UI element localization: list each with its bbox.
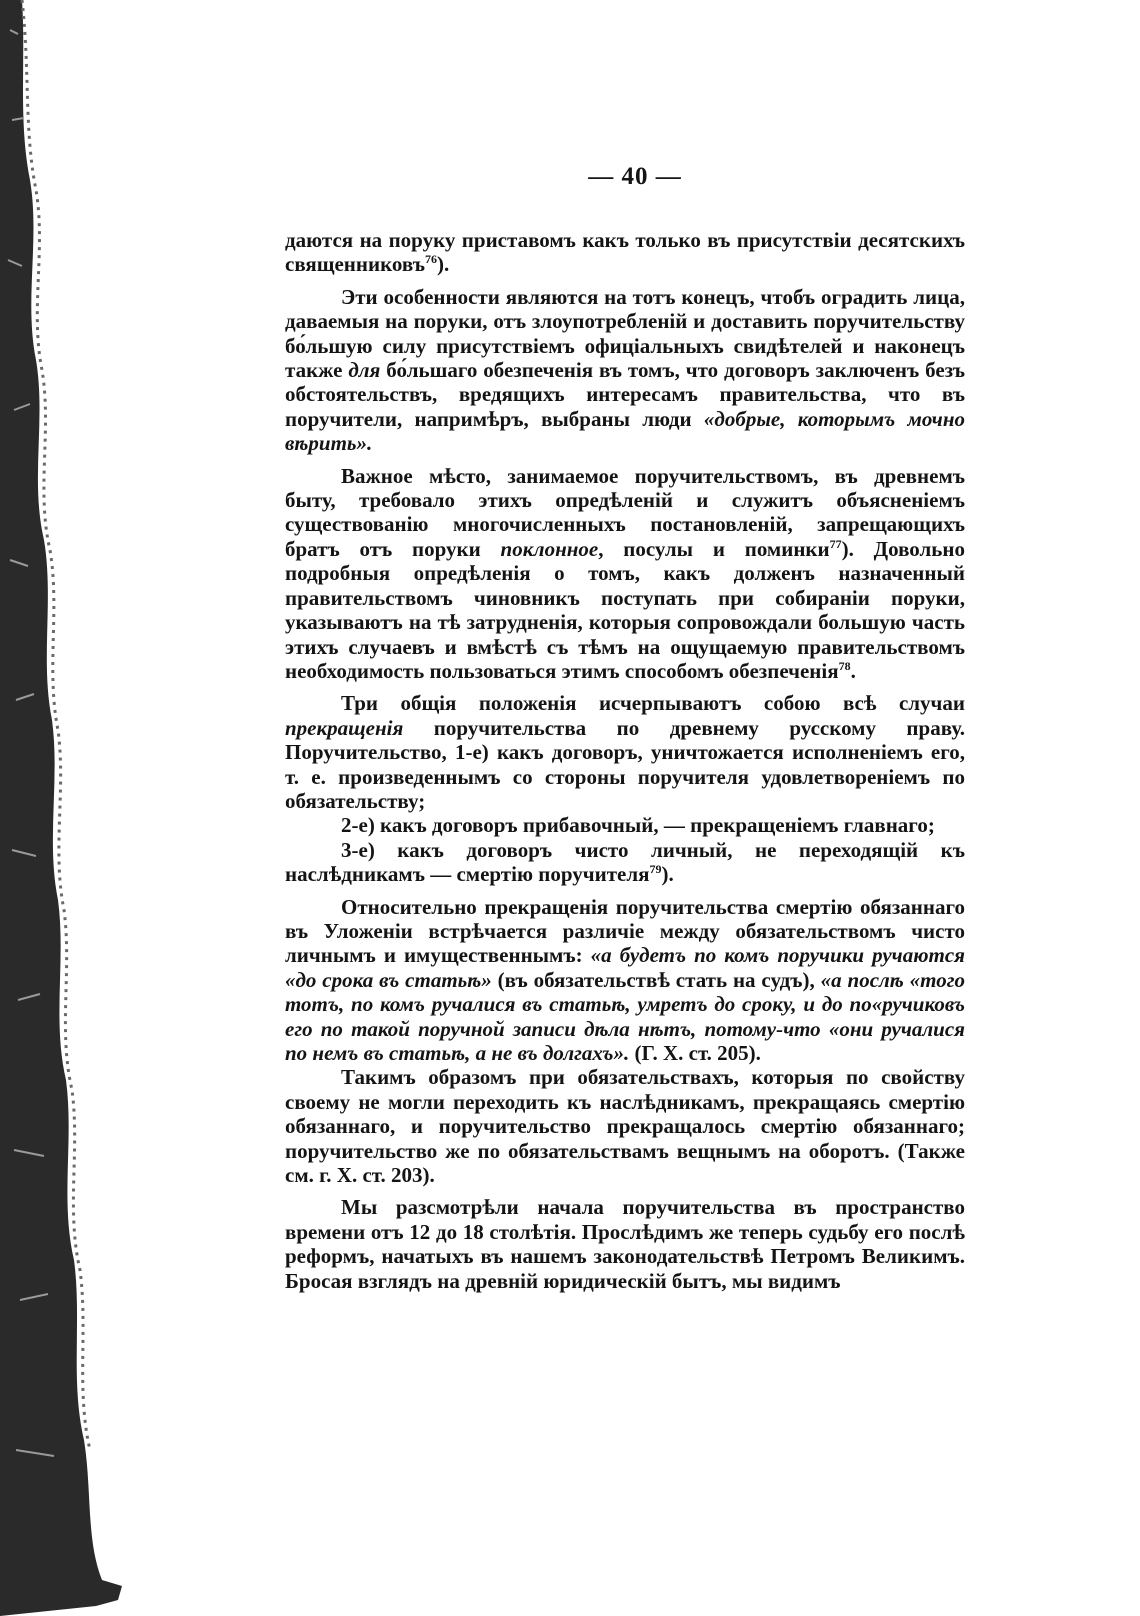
text-run: бо́льшаго обезпеченія въ томъ, что договоръ заключенъ безъ обстоятельствъ, вредящихъ интересамъ правительства, что въ поручители, напримѣръ, выбраны люди <box>285 358 965 431</box>
text-run: (Г. X. ст. 205). <box>629 1041 761 1065</box>
paragraph-p3 <box>285 464 965 684</box>
text-run: 2-е) какъ договоръ прибавочный, — прекращеніемъ главнаго; <box>341 813 935 838</box>
body-text <box>285 228 965 1301</box>
italic-quote: поклонное <box>500 536 599 561</box>
italic-quote: «а будетъ по комъ поручики ручаются «до срока въ статьѣ» <box>285 943 965 992</box>
text-run: ). <box>661 862 674 887</box>
scan-binding-edge <box>0 0 150 1616</box>
text-run: Эти особенности являются на тотъ конецъ, чтобъ оградить лица, даваемыя на поруки, отъ злоупотребленій и доставить поручительству бо́льшую силу присутствіемъ офиціальныхъ свидѣтелей и наконецъ также <box>285 284 965 383</box>
text-run: Важное мѣсто, занимаемое поручительствомъ, въ древнемъ быту, требовало этихъ опредѣленій и служитъ объясненіемъ существованію многочисленныхъ постановленій, запрещающихъ братъ отъ поруки <box>285 463 965 561</box>
footnote-ref: 76 <box>424 252 437 267</box>
text-run: Такимъ образомъ при обязательствахъ, которыя по свойству своему не могли переходить къ наслѣдникамъ, прекращаясь смертію обязаннаго, и поручительство прекращалось смертію обязаннаго; поручительство же по обязательствамъ вещнымъ на оборотъ. (Также см. г. X. ст. 203). <box>285 1065 965 1188</box>
text-run: Мы разсмотрѣли начала поручительства въ пространство времени отъ 12 до 18 столѣтія. Прослѣдимъ же теперь судьбу его послѣ реформъ, начатыхъ въ нашемъ законодательствѣ Петромъ Великимъ. Бросая взглядъ на древній юридическій бытъ, мы видимъ <box>285 1195 965 1293</box>
text-run: 3-е) какъ договоръ чисто личный, не переходящій къ наслѣдникамъ — смертію поручителя <box>285 837 965 887</box>
footnote-ref: 77 <box>829 536 842 551</box>
paragraph-p4 <box>285 691 965 813</box>
text-run: . <box>850 658 856 683</box>
paragraph-p8 <box>285 1065 965 1187</box>
paragraph-p9 <box>285 1195 965 1293</box>
text-run: ). <box>436 252 450 277</box>
text-run: Относительно прекращенія поручительства смертію обязаннаго въ Уложеніи встрѣчается различіе между обязательствомъ чисто личнымъ и имущественнымъ: <box>285 894 965 968</box>
italic-quote: «а послѣ «того тотъ, по комъ ручалися въ статьѣ, умретъ до сроку, и до по«ручиковъ его по такой поручной записи дѣла нѣтъ, потому-что «они ручалися по немъ въ статьѣ, а не въ долгахъ». <box>285 967 965 1065</box>
paragraph-p5 <box>285 813 965 837</box>
paragraph-p6 <box>285 838 965 887</box>
paragraph-p1 <box>285 228 965 277</box>
text-run: поручительства по древнему русскому праву. Поручительство, 1-е) какъ договоръ, уничтожается исполненіемъ его, т. е. произведеннымъ со стороны поручителя удовлетвореніемъ по обязательству; <box>285 715 965 813</box>
text-run: (въ обязательствѣ стать на судъ), <box>491 967 821 992</box>
paragraph-p7 <box>285 895 965 1066</box>
italic-quote: «добрые, которымъ мочно вѣрить». <box>285 406 965 456</box>
paragraph-p2 <box>285 285 965 456</box>
footnote-ref: 78 <box>838 658 851 673</box>
text-run: ). Довольно подробныя опредѣленія о томъ, какъ долженъ назначенный правительствомъ чиновникъ поступать при собираніи поруки, указываютъ на тѣ затрудненія, которыя сопровождали большую часть этихъ случаевъ и вмѣстѣ съ тѣмъ на ощущаемую правительствомъ необходимость пользоваться этимъ способомъ обезпеченія <box>285 536 966 683</box>
text-run: даются на поруку приставомъ какъ только въ присутствіи десятскихъ священниковъ <box>285 228 965 277</box>
italic-quote: прекращенія <box>285 715 404 740</box>
text-run: , посулы и поминки <box>598 536 830 561</box>
footnote-ref: 79 <box>649 862 662 877</box>
page-number: — 40 — <box>588 163 682 190</box>
text-run: Три общія положенія исчерпываютъ собою всѣ случаи <box>341 691 965 716</box>
italic-quote: для <box>348 358 381 383</box>
